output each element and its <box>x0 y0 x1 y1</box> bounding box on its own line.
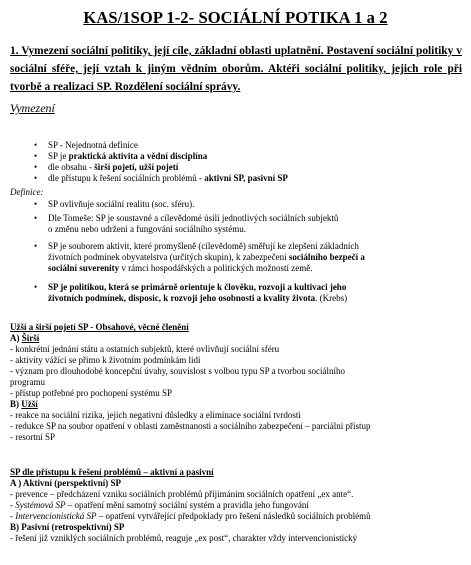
bullet-icon: • <box>34 173 38 183</box>
vymezeni-heading: Vymezení <box>10 101 55 115</box>
bullet-icon: • <box>34 199 38 209</box>
list-item: • SP ovlivňuje sociální realitu (soc. sféru). <box>34 199 195 209</box>
list-item: - reakce na sociální rizika, jejich negativní důsledky a eliminace sociální tvrdosti <box>10 410 301 420</box>
list-item: - resortní SP <box>10 432 55 442</box>
bullet-icon: • <box>34 241 38 251</box>
definition-list <box>34 140 288 184</box>
list-item: - Intervencionistická SP – opatření vytvářející předpoklady pro řešení následků sociálních problémů <box>10 511 371 521</box>
list-item: • Dle Tomeše: SP je soustavné a cílevědomé úsilí jednotlivých sociálních subjektů o změnu nebo udržení a fungování sociálního systému. <box>34 213 339 234</box>
list-item: • SP je praktická aktivita a vědní disciplína <box>34 151 208 161</box>
question-heading: 1. Vymezení sociální politiky, její cíle, základní oblasti uplatnění. Postavení sociální politiky v sociální sféře, její vztah k jiným vědním oborům. Aktéři sociální politiky, jejich role při tvorbě a realizaci SP. Rozdělení sociální správy. <box>10 45 462 93</box>
bullet-icon: • <box>34 162 38 172</box>
list-item: - význam pro dlouhodobé koncepční úvahy, souvislost s volbou typu SP a tvorbou sociálního <box>10 366 346 376</box>
list-item: - aktivity vážící se přímo k životním podmínkám lidí <box>10 355 201 365</box>
section-heading: Užší a širší pojetí SP - Obsahové, věcné členění <box>10 322 189 332</box>
document-title: KAS/1SOP 1-2- SOCIÁLNÍ POTIKA 1 a 2 <box>83 8 388 27</box>
bullet-icon: • <box>34 282 38 292</box>
list-item: • SP je politikou, která se primárně orientuje k člověku, rozvoji a kultivaci jeho životních podmínek, disposic, k rozvoji jeho osobnosti a kvality života. (Krebs) <box>34 282 348 303</box>
section-heading: SP dle přístupu k řešení problémů – aktivní a pasivní <box>10 467 214 477</box>
list-item: • SP je souborem aktivit, které promyšleně (cílevědomě) směřují ke zlepšení základních životních podmínek obyvatelstva (určitých skupin), k zabezpečení sociálního bezpečí a sociální suverenity v rámci hospodářských a politických možností země. <box>34 241 365 273</box>
list-item: • dle obsahu - širší pojetí, užší pojetí <box>34 162 179 172</box>
subsection-label: B) Užší <box>10 399 38 409</box>
list-item: - konkrétní jednání státu a ostatních subjektů, které ovlivňují sociální sféru <box>10 344 280 354</box>
subsection-label: A) Širší <box>10 333 40 343</box>
bullet-icon: • <box>34 151 38 161</box>
section-active-passive <box>10 467 371 544</box>
definitions-list <box>34 199 462 304</box>
list-item: - přístup potřebné pro pochopení systému SP <box>10 388 172 398</box>
subsection-label: B) Pasivní (retrospektivní) SP <box>10 522 125 532</box>
subsection-label: A ) Aktivní (perspektivní) SP <box>10 478 122 488</box>
bullet-icon: • <box>34 213 38 223</box>
list-item: • dle přístupu k řešení sociálních problémů - aktivní SP, pasivní SP <box>34 173 288 183</box>
section-broad-narrow <box>10 322 371 443</box>
bullet-icon: • <box>34 140 38 150</box>
list-item: programu <box>10 377 45 387</box>
definice-label: Definice: <box>10 187 44 197</box>
list-item: - prevence – předcházení vzniku sociálních problémů přijímáním sociálních opatření „ex ante“. <box>10 489 354 499</box>
list-item: - řešení již vzniklých sociálních problémů, reaguje „ex post“, charakter vždy intervencionistický <box>10 533 358 543</box>
list-item: - redukce SP na soubor opatření v oblasti zaměstnanosti a sociálního zabezpečení – parciální přístup <box>10 421 371 431</box>
list-item: • SP - Nejednotná definice <box>34 140 138 150</box>
list-item: - Systémová SP – opatření mění samotný sociální systém a pravidla jeho fungování <box>10 500 309 510</box>
